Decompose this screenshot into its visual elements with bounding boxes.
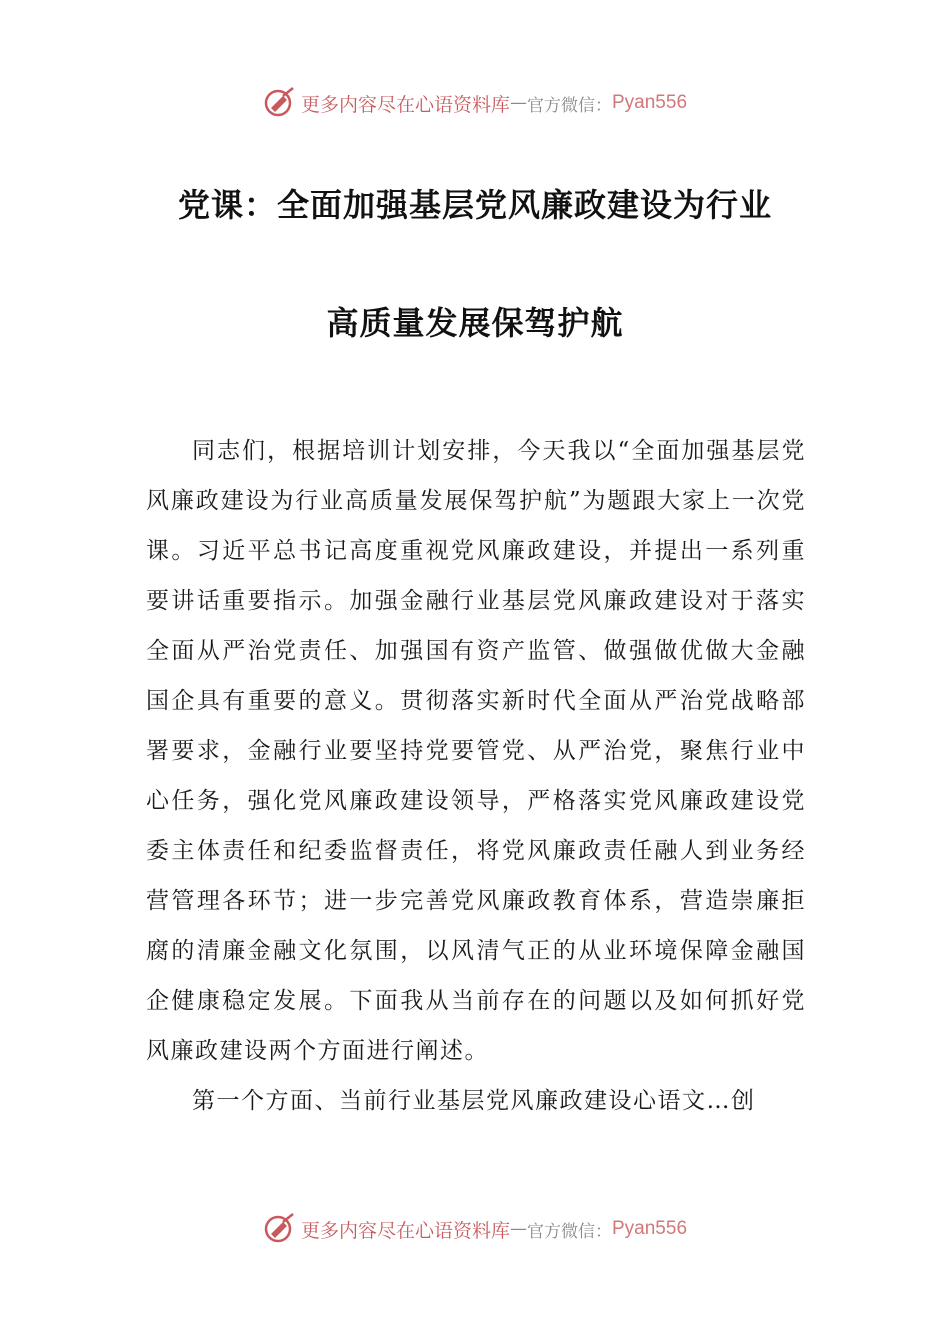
watermark-wechat-id: Pyan556 <box>612 92 688 113</box>
pen-logo-icon <box>263 1212 297 1246</box>
body-paragraph-2: 第一个方面、当前行业基层党风廉政建设心语文…创 <box>192 1088 756 1114</box>
pen-logo-icon <box>263 86 297 120</box>
footer-watermark <box>0 1212 950 1246</box>
watermark-separator: — <box>510 1219 527 1239</box>
document-title-line-2: 高质量发展保驾护航 <box>326 304 624 342</box>
watermark-text: 更多内容尽在心语资料库 <box>300 93 510 116</box>
watermark-text: 更多内容尽在心语资料库 <box>300 1219 510 1242</box>
watermark-separator: — <box>510 93 527 113</box>
header-watermark <box>0 86 950 120</box>
watermark-wechat-id: Pyan556 <box>612 1218 688 1239</box>
body-paragraph-1: 同志们，根据培训计划安排，今天我以“全面加强基层党风廉政建设为行业高质量发展保驾护航”为题跟大家上一次党课。习近平总书记高度重视党风廉政建设，并提出一系列重要讲话重要指示。加强金融行业基层党风廉政建设对于落实全面从严治党责任、加强国有资产监管、做强做优做大金融国企具有重要的意义。贯彻落实新时代全面从严治党战略部署要求，金融行业要坚持党要管党、从严治党，聚焦行业中心任务，强化党风廉政建设领导，严格落实党风廉政建设党委主体责任和纪委监督责任，将党风廉政责任融人到业务经营管理各环节；进一步完善党风廉政教育体系，营造崇廉拒腐的清廉金融文化氛围，以风清气正的从业环境保障金融国企健康稳定发展。下面我从当前存在的问题以及如何抓好党风廉政建设两个方面进行阐述。 <box>146 438 806 1064</box>
document-body <box>146 426 806 1126</box>
watermark-official: 官方微信： <box>527 95 612 116</box>
watermark-official: 官方微信： <box>527 1221 612 1242</box>
document-title-line-1: 党课：全面加强基层党风廉政建设为行业 <box>177 186 772 224</box>
